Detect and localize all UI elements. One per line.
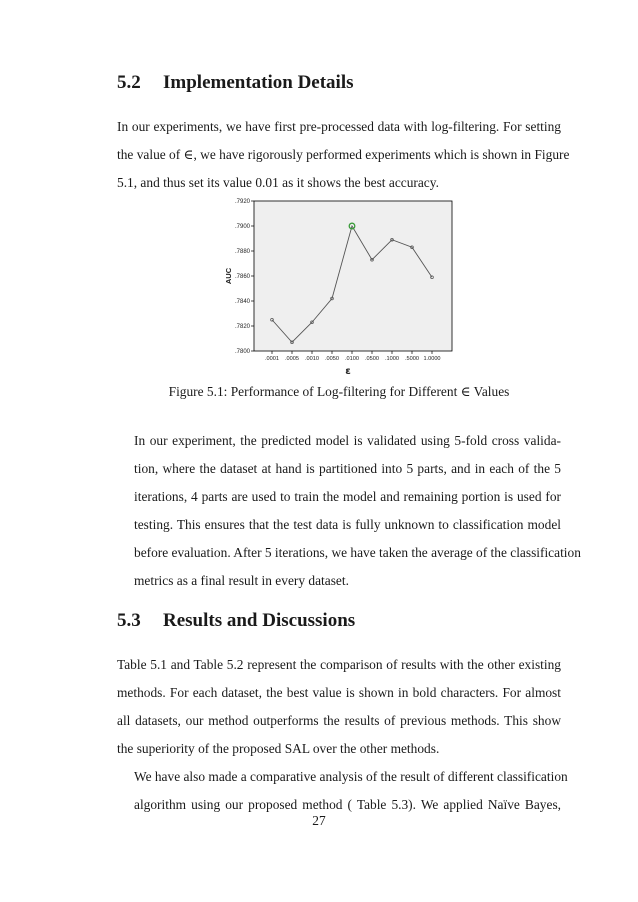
paragraph-results-tables: [117, 651, 561, 763]
x-tick-label: .5000: [405, 356, 419, 362]
y-tick-label: .7840: [234, 299, 250, 306]
x-tick-label: .0100: [345, 356, 359, 362]
paragraph-log-filtering: [117, 113, 570, 197]
x-tick-label: 1.0000: [423, 356, 441, 362]
y-tick-label: .7880: [234, 249, 250, 256]
text-line: metrics as a final result in every dataset.: [134, 573, 349, 588]
text-line: iterations, 4 parts are used to train the model and remaining portion is used for: [134, 489, 561, 504]
x-tick-label: .0500: [365, 356, 379, 362]
text-line: methods. For each dataset, the best value is shown in bold characters. For almost: [117, 685, 561, 700]
auc-line-chart: [212, 193, 464, 383]
text-line: the superiority of the proposed SAL over the other methods.: [117, 741, 440, 756]
y-tick-label: .7800: [234, 349, 250, 356]
x-tick-label: .0010: [305, 356, 319, 362]
x-axis-label: ε: [345, 366, 351, 377]
text-line: tion, where the dataset at hand is partitioned into 5 parts, and in each of the 5: [134, 461, 561, 476]
text-line: In our experiments, we have first pre-processed data with log-filtering. For setting: [117, 119, 561, 134]
chart-svg: [212, 193, 464, 383]
page-number: 27: [312, 813, 326, 828]
text-line: 5.1, and thus set its value 0.01 as it shows the best accuracy.: [117, 175, 439, 190]
y-tick-label: .7900: [234, 224, 250, 231]
x-tick-label: .1000: [385, 356, 399, 362]
figure-caption: Figure 5.1: Performance of Log-filtering for Different ∈ Values: [168, 384, 510, 399]
x-tick-label: .0005: [285, 356, 299, 362]
text-line: algorithm using our proposed method ( Table 5.3). We applied Naïve Bayes,: [134, 797, 561, 812]
x-tick-label: .0001: [265, 356, 279, 362]
section-heading-results: [117, 610, 355, 632]
section-number: 5.2: [117, 72, 141, 93]
section-number: 5.3: [117, 610, 141, 631]
y-axis-label: AUC: [224, 267, 233, 285]
text-line: In our experiment, the predicted model is validated using 5-fold cross valida-: [134, 433, 561, 448]
section-heading-implementation: [117, 72, 354, 94]
y-tick-label: .7820: [234, 324, 250, 331]
text-line: before evaluation. After 5 iterations, we have taken the average of the classification: [134, 545, 581, 560]
text-line: the value of ∈, we have rigorously performed experiments which is shown in Figure: [117, 147, 570, 162]
text-line: all datasets, our method outperforms the results of previous methods. This show: [117, 713, 561, 728]
paragraph-comparative-analysis: [117, 763, 568, 819]
text-line: Table 5.1 and Table 5.2 represent the comparison of results with the other existing: [117, 657, 561, 672]
x-tick-label: .0050: [325, 356, 339, 362]
y-tick-label: .7920: [234, 199, 250, 206]
text-line: testing. This ensures that the test data is fully unknown to classification model: [134, 517, 561, 532]
paragraph-cross-validation: [117, 427, 581, 595]
section-title: Implementation Details: [163, 72, 354, 93]
text-line: We have also made a comparative analysis of the result of different classification: [134, 769, 568, 784]
section-title: Results and Discussions: [163, 610, 356, 631]
y-tick-label: .7860: [234, 274, 250, 281]
